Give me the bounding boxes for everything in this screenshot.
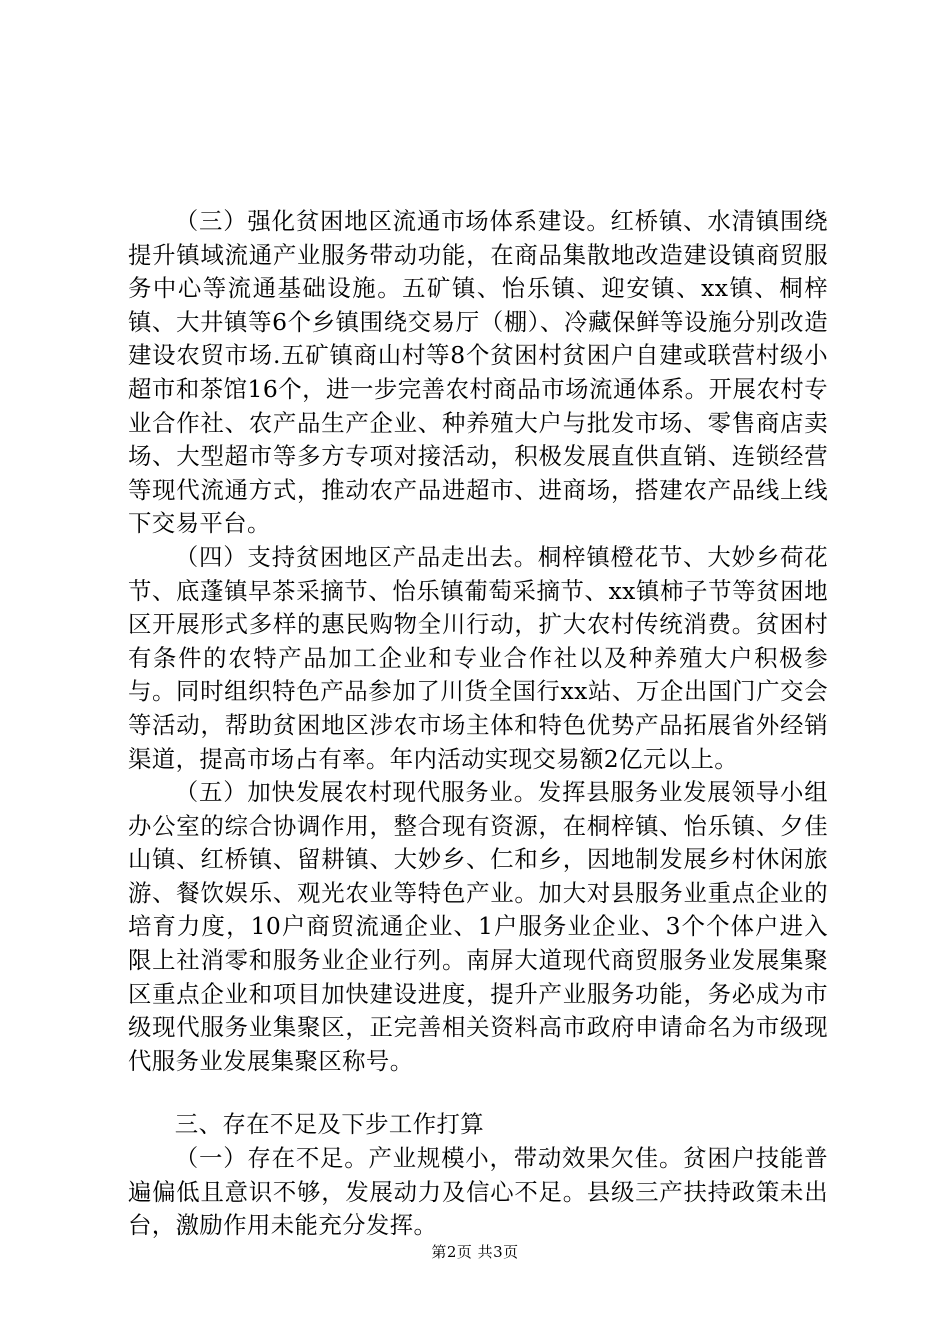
paragraph-five: （五）加快发展农村现代服务业。发挥县服务业发展领导小组办公室的综合协调作用，整合现有资源，在桐梓镇、怡乐镇、夕佳山镇、红桥镇、留耕镇、大妙乡、仁和乡，因地制发展乡村休闲旅游、餐饮娱乐、观光农业等特色产业。加大对县服务业重点企业的培育力度，10户商贸流通企业、1户服务业企业、3个个体户进入限上社消零和服务业企业行列。南屏大道现代商贸服务业发展集聚区重点企业和项目加快建设进度，提升产业服务功能，务必成为市级现代服务业集聚区，正完善相关资料高市政府申请命名为市级现代服务业发展集聚区称号。 [128, 778, 828, 1075]
document-body [128, 205, 828, 1243]
paragraph-four: （四）支持贫困地区产品走出去。桐梓镇橙花节、大妙乡荷花节、底蓬镇早茶采摘节、怡乐镇葡萄采摘节、xx镇柿子节等贫困地区开展形式多样的惠民购物全川行动，扩大农村传统消费。贫困村有条件的农特产品加工企业和专业合作社以及种养殖大户积极参与。同时组织特色产品参加了川货全国行xx站、万企出国门广交会等活动，帮助贫困地区涉农市场主体和特色优势产品拓展省外经销渠道，提高市场占有率。年内活动实现交易额2亿元以上。 [128, 542, 828, 773]
paragraph-three: （三）强化贫困地区流通市场体系建设。红桥镇、水清镇围绕提升镇域流通产业服务带动功能，在商品集散地改造建设镇商贸服务中心等流通基础设施。五矿镇、怡乐镇、迎安镇、xx镇、桐梓镇、大井镇等6个乡镇围绕交易厅（棚）、冷藏保鲜等设施分别改造建设农贸市场.五矿镇商山村等8个贫困村贫困户自建或联营村级小超市和茶馆16个，进一步完善农村商品市场流通体系。开展农村专业合作社、农产品生产企业、种养殖大户与批发市场、零售商店卖场、大型超市等多方专项对接活动，积极发展直供直销、连锁经营等现代流通方式，推动农产品进超市、进商场，搭建农产品线上线下交易平台。 [128, 207, 828, 538]
section-spacer [128, 1078, 828, 1108]
paragraph-shortcomings: （一）存在不足。产业规模小，带动效果欠佳。贫困户技能普遍偏低且意识不够，发展动力及信心不足。县级三产扶持政策未出台，激励作用未能充分发挥。 [128, 1144, 828, 1240]
page-footer: 第2页 共3页 [431, 1243, 519, 1261]
section-heading: 三、存在不足及下步工作打算 [174, 1110, 485, 1139]
